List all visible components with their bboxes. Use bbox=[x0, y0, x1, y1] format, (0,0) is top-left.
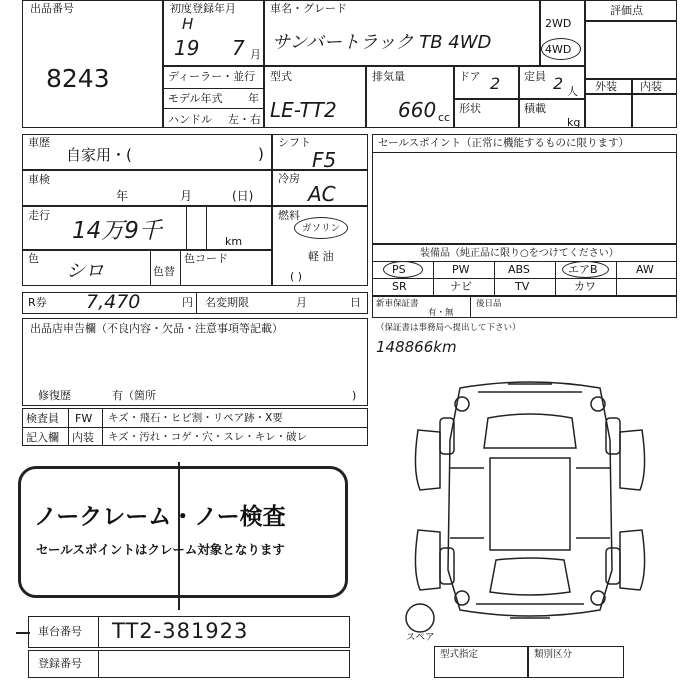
odometer-divider-1 bbox=[186, 206, 187, 250]
registration-month: 7 bbox=[232, 36, 245, 60]
equip-abs: ABS bbox=[508, 263, 530, 276]
month-unit: 月 bbox=[250, 48, 261, 61]
sales-points-title: セールスポイント（正常に機能するものに限ります） bbox=[378, 137, 630, 149]
lot-number-label: 出品番号 bbox=[30, 2, 74, 15]
kg-unit: kg bbox=[567, 116, 581, 129]
report-title: 出品店申告欄（不良内容・欠品・注意事項等記載） bbox=[30, 322, 283, 335]
equip-aw: AW bbox=[636, 263, 654, 276]
stamp-line-2: セールスポイントはクレーム対象となります bbox=[36, 542, 285, 557]
ac-label: 冷房 bbox=[278, 172, 300, 185]
warranty-note: （保証書は事務局へ提出して下さい） bbox=[376, 323, 521, 333]
car-damage-diagram bbox=[400, 370, 660, 650]
warranty-label: 新車保証書 bbox=[376, 299, 419, 309]
color-change-label: 色替 bbox=[153, 265, 175, 278]
repair-value: 有（箇所 bbox=[112, 389, 156, 402]
interior-label: 内装 bbox=[640, 80, 662, 93]
inspection-month: 月 bbox=[180, 189, 193, 203]
dealer-divider bbox=[163, 88, 264, 89]
equip-navi: ナビ bbox=[450, 280, 472, 293]
name-change-label: 名変期限 bbox=[205, 296, 249, 309]
recycle-label: R券 bbox=[28, 296, 47, 309]
registration-era: H bbox=[182, 15, 194, 33]
recycle-value: 7,470 bbox=[86, 291, 141, 313]
chassis-value: TT2-381923 bbox=[112, 619, 249, 643]
type-spec-label: 型式指定 bbox=[440, 649, 479, 660]
shape-label: 形状 bbox=[459, 102, 481, 115]
fw-label: FW bbox=[75, 412, 93, 425]
history-close: ) bbox=[258, 145, 264, 163]
mileage-label: 走行 bbox=[28, 209, 50, 222]
repair-label: 修復歴 bbox=[38, 389, 71, 402]
shift-label: シフト bbox=[278, 136, 311, 149]
registration-year: 19 bbox=[174, 36, 200, 60]
history-box bbox=[22, 134, 272, 170]
model-year-unit: 年 bbox=[248, 92, 259, 105]
history-value: 自家用・( bbox=[66, 146, 132, 164]
spare-label: スペア bbox=[406, 632, 435, 643]
rating-divider-v bbox=[631, 78, 633, 128]
chassis-divider bbox=[98, 616, 99, 648]
drive-2wd: 2WD bbox=[545, 17, 572, 30]
rating-divider bbox=[585, 20, 677, 22]
equipment-col-4 bbox=[616, 261, 617, 296]
dealer-divider-2 bbox=[163, 108, 264, 109]
equip-ps: PS bbox=[392, 263, 406, 276]
handwritten-mileage-note: 148866km bbox=[376, 338, 457, 356]
mileage-value: 14万9千 bbox=[72, 218, 162, 244]
fw-items: キズ・飛石・ヒビ割・リペア跡・X要 bbox=[108, 412, 283, 424]
handle-value: 左・右 bbox=[228, 113, 261, 126]
registration-divider bbox=[98, 650, 99, 678]
model-label: 型式 bbox=[270, 70, 292, 83]
chassis-label: 車台番号 bbox=[38, 625, 82, 638]
inspector-label: 検査員 bbox=[26, 412, 59, 425]
name-change-day: 日 bbox=[350, 296, 361, 309]
equipment-rule bbox=[372, 261, 677, 262]
color-divider bbox=[150, 250, 151, 286]
model-year-label: モデル年式 bbox=[168, 92, 223, 105]
inspection-label: 車検 bbox=[28, 173, 50, 186]
load-label: 積載 bbox=[524, 102, 546, 115]
fuel-label: 燃料 bbox=[278, 209, 300, 222]
doors-value: 2 bbox=[490, 74, 501, 93]
repair-close: ) bbox=[352, 389, 357, 402]
first-registration-label: 初度登録年月 bbox=[170, 2, 236, 15]
equipment-col-1 bbox=[433, 261, 434, 296]
dealer-label: ディーラー・並行 bbox=[168, 70, 256, 83]
equipment-col-2 bbox=[494, 261, 495, 296]
cc-unit: cc bbox=[438, 111, 451, 124]
color-divider-2 bbox=[180, 250, 181, 286]
capacity-label: 定員 bbox=[524, 70, 546, 83]
warranty-value: 有・無 bbox=[428, 308, 454, 318]
ac-value: AC bbox=[308, 182, 336, 206]
fuel-other: ( ) bbox=[290, 270, 303, 283]
exterior-label: 外装 bbox=[595, 80, 617, 93]
equip-sr: SR bbox=[392, 280, 407, 293]
equip-airbag: エアB bbox=[568, 263, 598, 276]
color-label: 色 bbox=[28, 252, 39, 265]
inner-label: 内装 bbox=[72, 431, 94, 444]
equipment-col-3 bbox=[555, 261, 556, 296]
recycle-divider bbox=[196, 292, 197, 314]
odometer-divider-2 bbox=[206, 206, 207, 250]
fuel-gasoline: ガソリン bbox=[302, 223, 341, 234]
doors-label: ドア bbox=[459, 70, 481, 83]
equip-leather: カワ bbox=[574, 280, 596, 293]
color-value: シロ bbox=[66, 260, 105, 282]
class-label: 類別区分 bbox=[534, 649, 573, 660]
warranty-divider bbox=[470, 296, 471, 318]
yen-unit: 円 bbox=[182, 296, 193, 309]
color-code-label: 色コード bbox=[184, 252, 228, 265]
name-grade-label: 車名・グレード bbox=[270, 2, 347, 15]
stamp-line-1: ノークレーム・ノー検査 bbox=[34, 504, 286, 530]
color-box bbox=[22, 250, 272, 286]
people-unit: 人 bbox=[567, 85, 578, 98]
displacement-value: 660 bbox=[398, 98, 437, 122]
inspection-year: 年 bbox=[116, 189, 129, 203]
warranty-date-label: 後日品 bbox=[476, 299, 502, 309]
inspector-row-rule bbox=[22, 427, 368, 428]
drive-4wd: 4WD bbox=[545, 43, 572, 56]
no-claim-stamp bbox=[18, 466, 348, 598]
history-label: 車歴 bbox=[28, 136, 50, 149]
capacity-value: 2 bbox=[553, 74, 564, 93]
model-code: LE-TT2 bbox=[270, 98, 337, 122]
chassis-pointer bbox=[16, 632, 30, 634]
recycle-box bbox=[22, 292, 368, 314]
rating-label: 評価点 bbox=[610, 4, 643, 17]
sales-points-box bbox=[372, 134, 677, 244]
equipment-title: 装備品（純正品に限り○をつけてください） bbox=[420, 248, 619, 259]
inspection-day: (日) bbox=[232, 189, 254, 203]
km-unit: km bbox=[225, 235, 243, 248]
shift-value: F5 bbox=[312, 148, 337, 172]
sales-title-rule bbox=[372, 152, 677, 153]
registration-number-label: 登録番号 bbox=[38, 657, 82, 670]
lot-number: 8243 bbox=[46, 64, 110, 93]
name-grade-value: サンバートラック TB 4WD bbox=[272, 32, 492, 53]
displacement-label: 排気量 bbox=[372, 70, 405, 83]
recorder-label: 記入欄 bbox=[26, 431, 59, 444]
equip-pw: PW bbox=[452, 263, 470, 276]
equip-tv: TV bbox=[515, 280, 530, 293]
name-change-month: 月 bbox=[296, 296, 307, 309]
inspector-col-1 bbox=[68, 408, 69, 446]
inner-items: キズ・汚れ・コゲ・穴・スレ・キレ・破レ bbox=[108, 431, 308, 443]
equipment-rule-2 bbox=[372, 278, 677, 279]
fuel-light-oil: 軽 油 bbox=[308, 250, 334, 263]
stamp-crease bbox=[178, 462, 180, 610]
inspector-col-2 bbox=[102, 408, 103, 446]
handle-label: ハンドル bbox=[168, 113, 212, 126]
